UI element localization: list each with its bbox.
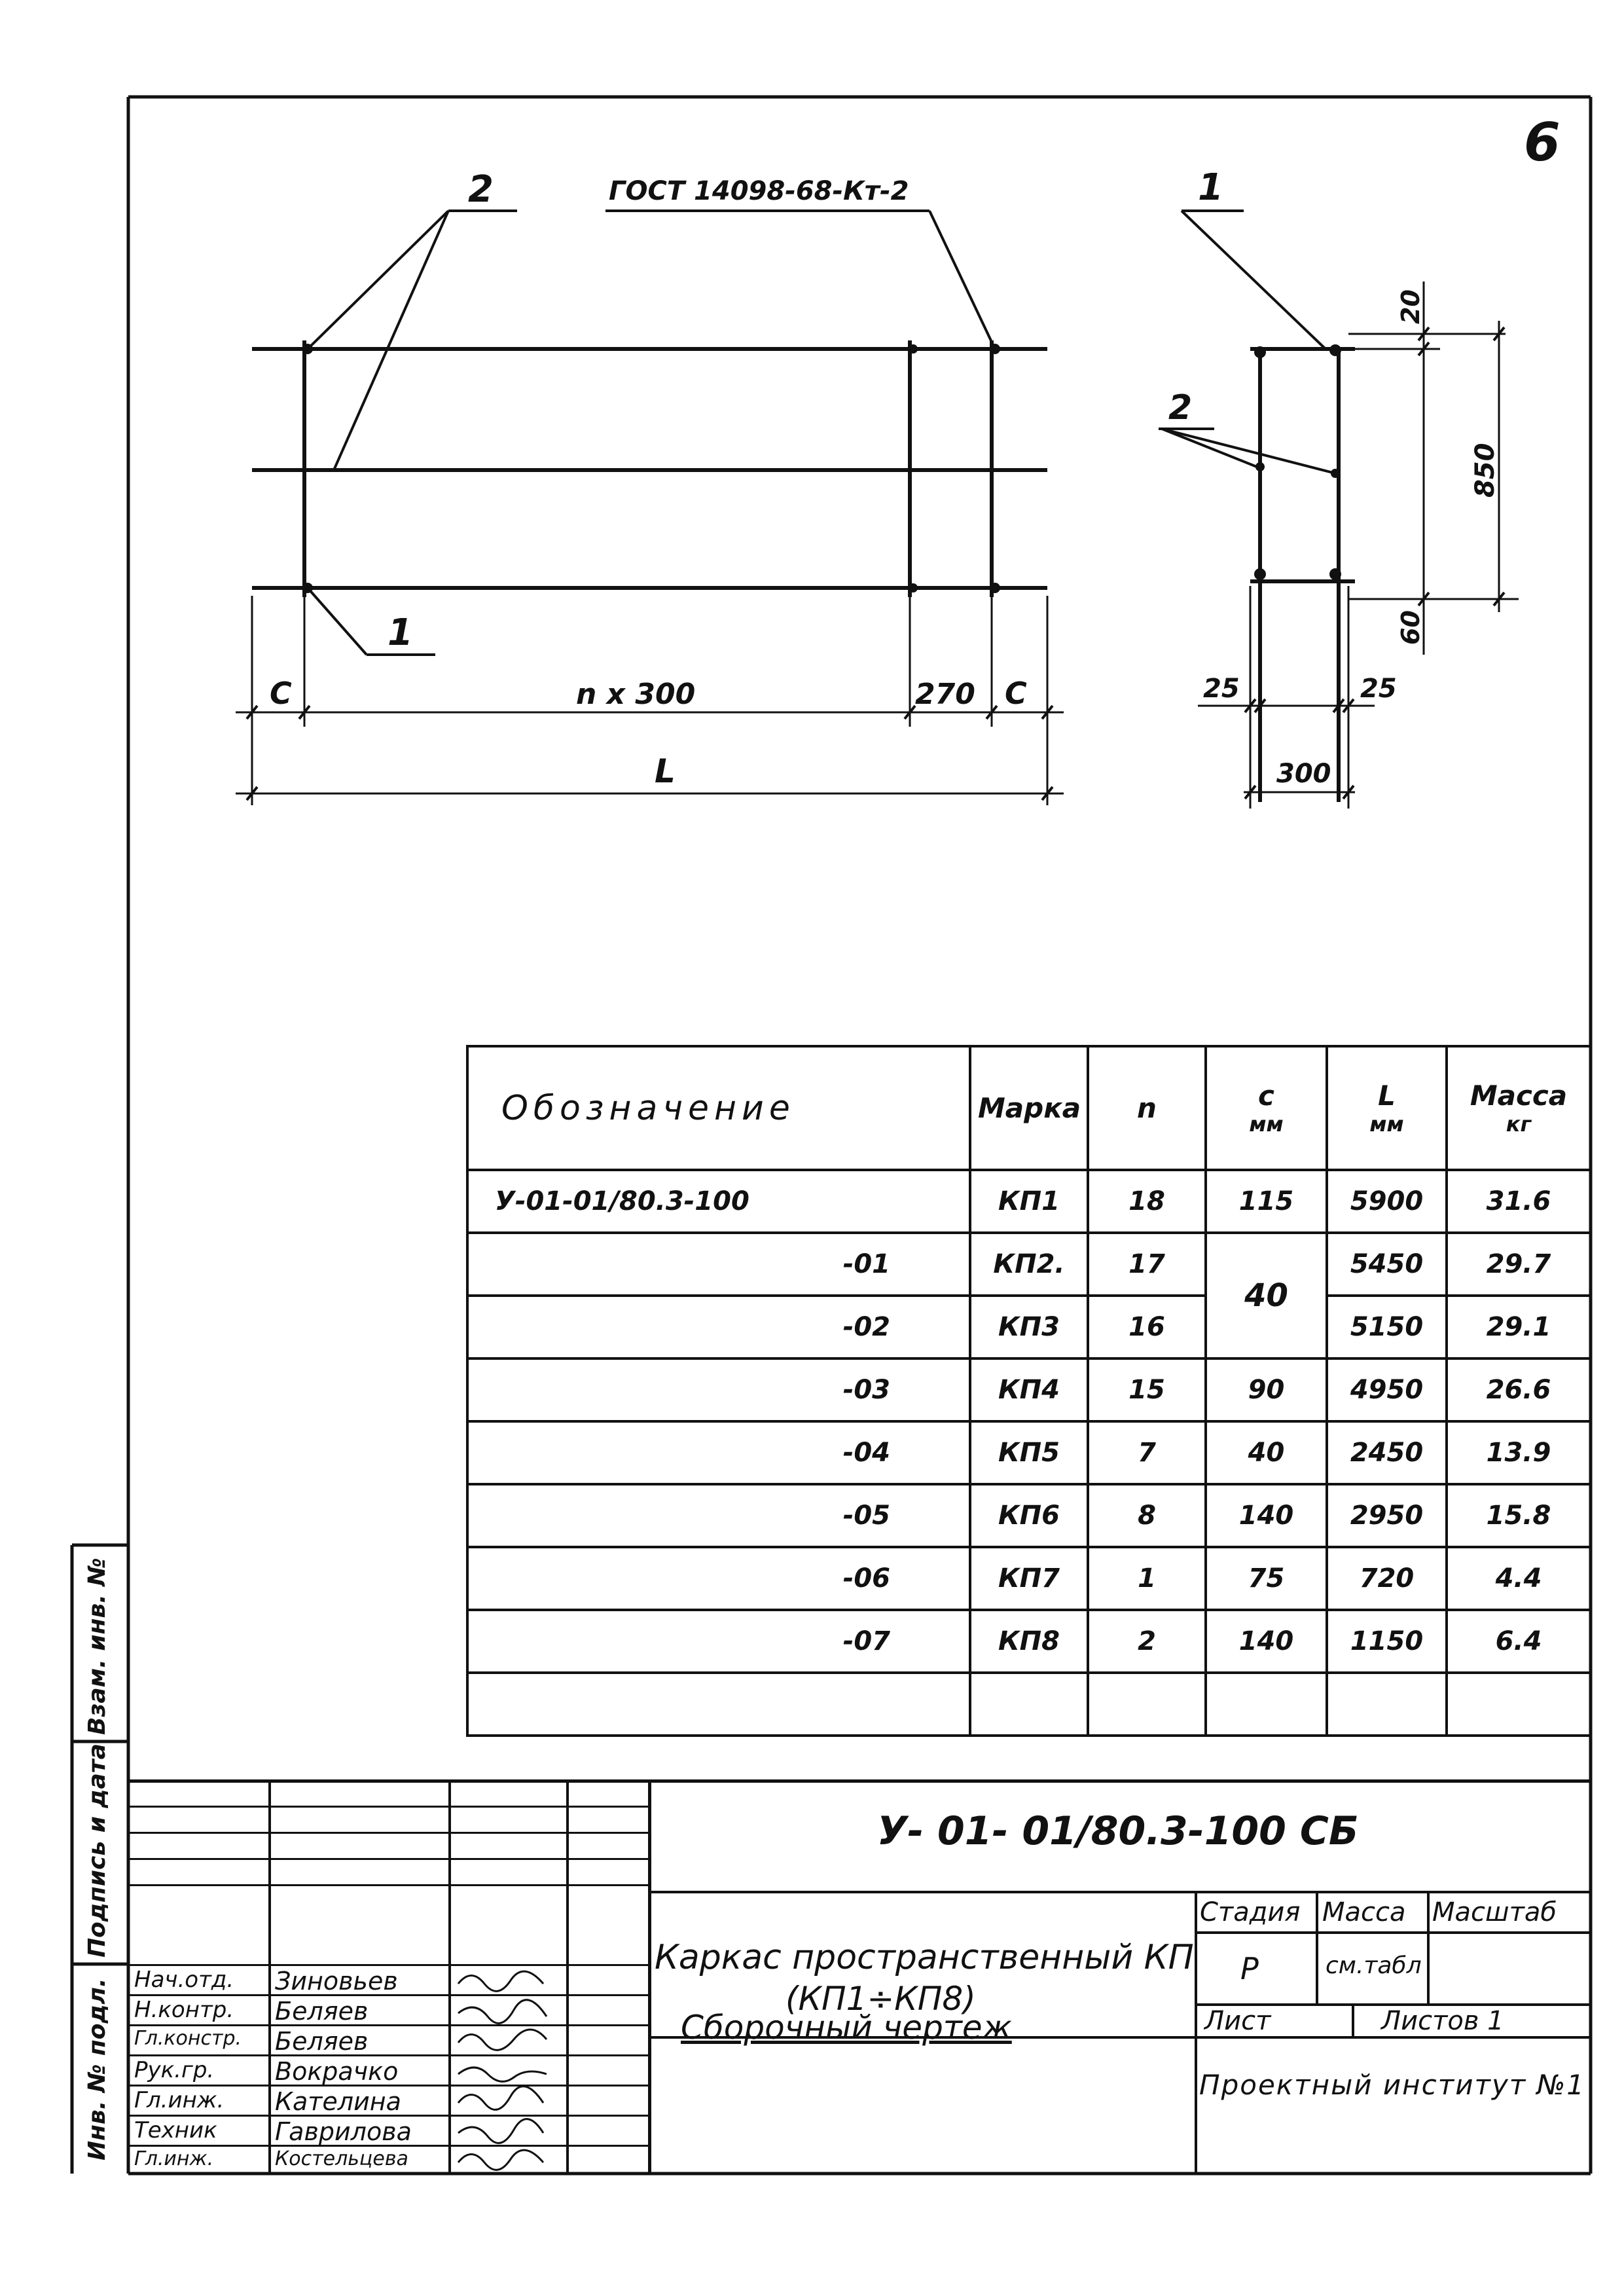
dim-270: 270 [915, 678, 975, 711]
tb-staff-row [128, 1832, 648, 1834]
sheet-number: 6 [1524, 112, 1561, 173]
cell-n: 8 [1088, 1484, 1206, 1547]
tb-divider-v-sheets [1352, 2003, 1354, 2036]
cell-l: 5150 [1327, 1296, 1447, 1358]
tb-staff-row [128, 1806, 648, 1808]
stage-label: Стадия [1200, 1897, 1301, 1927]
weld-dot [909, 583, 918, 592]
header-mark: Марка [970, 1046, 1088, 1170]
weld-dot [1254, 568, 1266, 580]
cell-l: 5450 [1327, 1233, 1447, 1296]
mass-label: Масса [1322, 1897, 1406, 1927]
dim-c-left: С [270, 676, 292, 711]
cell-mark: КП8 [970, 1610, 1088, 1673]
side-leader-2b [1162, 429, 1335, 473]
cell-mass: 13.9 [1447, 1421, 1591, 1484]
leader-2-b [334, 211, 448, 470]
staff-role: Техник [134, 2117, 217, 2143]
cell-mass: 31.6 [1447, 1170, 1591, 1233]
staff-role: Гл.констр. [134, 2027, 242, 2050]
tb-divider-v-main [648, 1779, 651, 2174]
title-line-2: (КП1÷КП8) [785, 1980, 976, 2018]
tb-divider-v-scale [1427, 1891, 1430, 2003]
table-row [467, 1610, 1591, 1673]
side-leader-2 [1162, 429, 1257, 467]
margin-sign-date: Подпись и дата [84, 1743, 111, 1958]
staff-name: Беляев [275, 1997, 369, 2026]
sheets-label: Листов 1 [1381, 2006, 1504, 2036]
cell-c: 90 [1206, 1358, 1327, 1421]
cell-l: 5900 [1327, 1170, 1447, 1233]
cell-designation: -03 [467, 1358, 970, 1421]
cell-n [1088, 1673, 1206, 1736]
leader-1 [308, 588, 367, 655]
side-leader-1 [1182, 211, 1326, 349]
header-n: n [1088, 1046, 1206, 1170]
mass-value: см.табл [1326, 1952, 1422, 1979]
dim-side-20: 20 [1396, 289, 1425, 324]
cell-mark: КП5 [970, 1421, 1088, 1484]
staff-role: Рук.гр. [134, 2057, 215, 2083]
tb-staff-row [128, 2054, 648, 2056]
staff-role: Гл.инж. [134, 2087, 225, 2113]
callout-2-side: 2 [1168, 388, 1193, 428]
dim-side-25-left: 25 [1203, 674, 1240, 704]
staff-name: Костельцева [275, 2147, 408, 2170]
header-mass-label: Масса [1470, 1080, 1568, 1112]
header-c-label: с [1258, 1080, 1274, 1112]
tb-divider-h-stagehdr [1195, 1931, 1591, 1934]
cell-mark: КП1 [970, 1170, 1088, 1233]
staff-role: Н.контр. [134, 1997, 234, 2023]
cell-mark: КП2. [970, 1233, 1088, 1296]
cell-l: 2450 [1327, 1421, 1447, 1484]
cell-n: 15 [1088, 1358, 1206, 1421]
sheet-label: Лист [1204, 2006, 1271, 2036]
cell-mark: КП7 [970, 1547, 1088, 1610]
table-row [467, 1358, 1591, 1421]
cell-designation: У-01-01/80.3-100 [467, 1170, 970, 1233]
spec-table [466, 1045, 1592, 1737]
dim-ticks [247, 706, 1053, 800]
table-row [467, 1547, 1591, 1610]
signatures [452, 1964, 566, 2174]
cell-designation [467, 1673, 970, 1736]
cell-c: 140 [1206, 1610, 1327, 1673]
tb-top-border [128, 1779, 1591, 1783]
title-line-1: Каркас пространственный КП [655, 1938, 1194, 1977]
header-mass [1447, 1046, 1591, 1170]
cell-mark [970, 1673, 1088, 1736]
table-row [467, 1170, 1591, 1233]
cell-mass: 29.1 [1447, 1296, 1591, 1358]
cell-c: 115 [1206, 1170, 1327, 1233]
cell-c [1206, 1673, 1327, 1736]
weld-dot [990, 583, 1000, 593]
cell-l [1327, 1673, 1447, 1736]
cell-designation: -02 [467, 1296, 970, 1358]
table-header-row [467, 1046, 1591, 1170]
tb-staff-row [128, 2024, 648, 2026]
table-row [467, 1296, 1591, 1358]
weld-dot [1329, 568, 1341, 580]
weld-dot [909, 344, 918, 354]
table-row [467, 1421, 1591, 1484]
staff-name: Беляев [275, 2027, 369, 2056]
weld-dot [1255, 462, 1265, 471]
cell-n: 2 [1088, 1610, 1206, 1673]
margin-inv-orig: Инв. № подл. [84, 1978, 111, 2160]
gost-label: ГОСТ 14098-68-Кт-2 [609, 176, 909, 206]
tb-staff-row [128, 1858, 648, 1860]
cell-mark: КП6 [970, 1484, 1088, 1547]
staff-name: Гаврилова [275, 2117, 412, 2146]
cell-c: 40 [1206, 1421, 1327, 1484]
header-c [1206, 1046, 1327, 1170]
cell-mark: КП3 [970, 1296, 1088, 1358]
cell-l: 1150 [1327, 1610, 1447, 1673]
tb-staff-row [128, 1964, 648, 1966]
header-c-unit: мм [1249, 1112, 1284, 1137]
cell-c: 140 [1206, 1484, 1327, 1547]
cell-designation: -01 [467, 1233, 970, 1296]
cell-c-merged: 40 [1206, 1233, 1327, 1358]
cell-c: 75 [1206, 1547, 1327, 1610]
callout-2-front: 2 [468, 168, 494, 211]
staff-role: Гл.инж. [134, 2147, 214, 2170]
table-row-empty [467, 1673, 1591, 1736]
cell-n: 16 [1088, 1296, 1206, 1358]
callout-1-side: 1 [1198, 166, 1223, 209]
cell-l: 720 [1327, 1547, 1447, 1610]
cell-n: 17 [1088, 1233, 1206, 1296]
staff-name: Кателина [275, 2087, 401, 2116]
cell-n: 1 [1088, 1547, 1206, 1610]
margin-inv-replace: Взам. инв. № [84, 1558, 111, 1735]
cell-l: 2950 [1327, 1484, 1447, 1547]
dim-c-right: С [1005, 676, 1027, 711]
leader-2-a [308, 211, 448, 349]
cell-mass: 15.8 [1447, 1484, 1591, 1547]
header-designation: Обозначение [467, 1046, 970, 1170]
cell-mass: 4.4 [1447, 1547, 1591, 1610]
cell-mass [1447, 1673, 1591, 1736]
table-row [467, 1484, 1591, 1547]
dim-total: L [655, 752, 676, 790]
weld-dot [1254, 346, 1266, 358]
staff-name: Зиновьев [275, 1967, 398, 1995]
header-l-label: L [1378, 1080, 1396, 1112]
header-l [1327, 1046, 1447, 1170]
tb-divider-v-mass [1316, 1891, 1318, 2003]
scale-label: Масштаб [1432, 1897, 1557, 1927]
cell-designation: -04 [467, 1421, 970, 1484]
leader-gost [929, 211, 995, 349]
tb-staff-row [128, 1884, 648, 1886]
cell-designation: -07 [467, 1610, 970, 1673]
tb-divider-h-code [648, 1891, 1591, 1893]
cell-mass: 26.6 [1447, 1358, 1591, 1421]
cell-mass: 6.4 [1447, 1610, 1591, 1673]
dim-side-60: 60 [1396, 610, 1425, 645]
cell-designation: -06 [467, 1547, 970, 1610]
callout-1-front: 1 [388, 611, 413, 654]
staff-name: Вокрачко [275, 2057, 399, 2086]
dim-pitch: n x 300 [576, 678, 696, 711]
cell-n: 18 [1088, 1170, 1206, 1233]
header-l-unit: мм [1369, 1112, 1404, 1137]
cell-mark: КП4 [970, 1358, 1088, 1421]
dim-side-300: 300 [1276, 759, 1331, 789]
cell-mass: 29.7 [1447, 1233, 1591, 1296]
cell-n: 7 [1088, 1421, 1206, 1484]
cell-designation: -05 [467, 1484, 970, 1547]
stage-value: Р [1240, 1951, 1259, 1986]
dim-side-850: 850 [1470, 443, 1500, 498]
organization: Проектный институт №1 [1199, 2069, 1586, 2101]
staff-role: Нач.отд. [134, 1967, 234, 1993]
header-mass-unit: кг [1506, 1112, 1532, 1137]
title-line-3: Сборочный чертеж [681, 2009, 1012, 2047]
table-row [467, 1233, 1591, 1296]
weld-dot [1329, 344, 1341, 356]
document-code: У- 01- 01/80.3-100 СБ [877, 1808, 1359, 1854]
dim-side-25-right: 25 [1360, 674, 1397, 704]
cell-l: 4950 [1327, 1358, 1447, 1421]
